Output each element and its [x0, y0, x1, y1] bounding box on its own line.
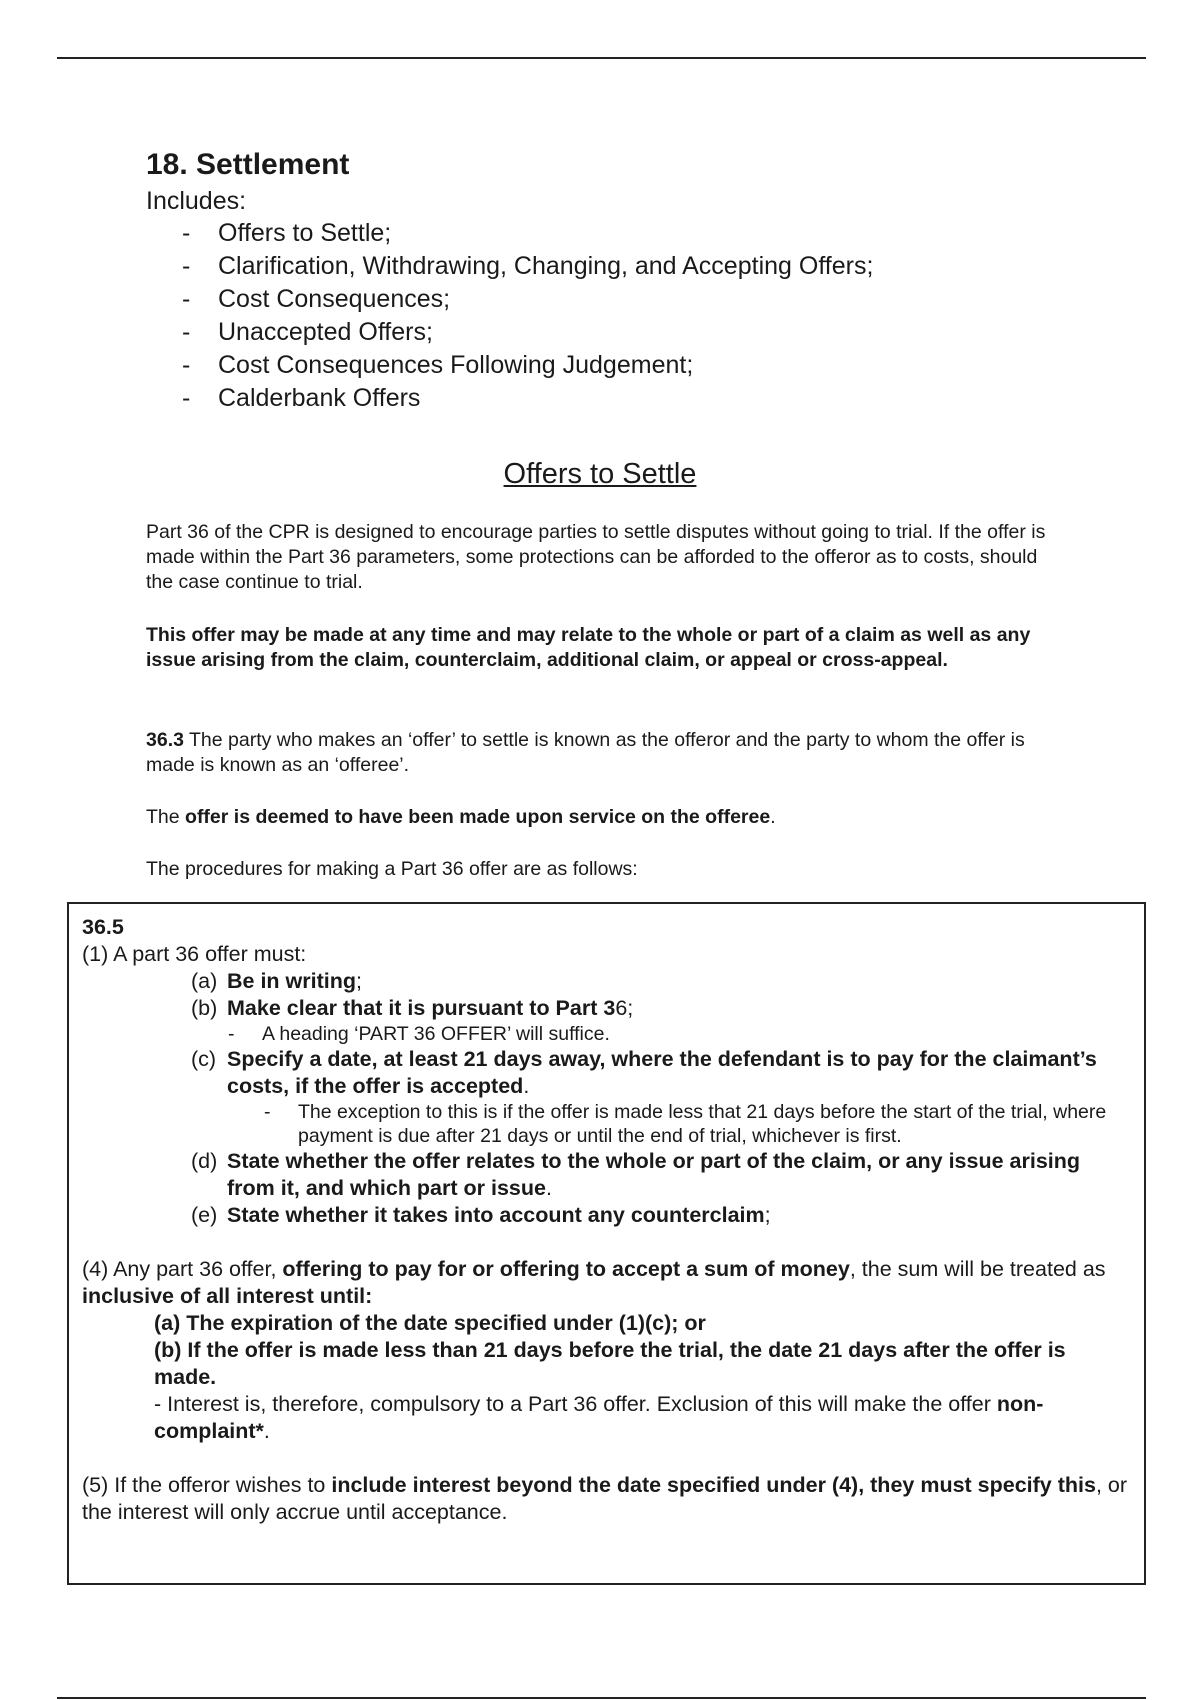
rule-4-note: - Interest is, therefore, compulsory to a Part 36 offer. Exclusion of this will make the offer non-complaint*.: [154, 1392, 1044, 1443]
intro-paragraph: Part 36 of the CPR is designed to encourage parties to settle disputes without going to trial. If the offer is made within the Part 36 parameters, some protections can be afforded to the offeror as to costs, should the case continue to trial.: [146, 521, 1046, 593]
list-item: - Unaccepted Offers;: [182, 318, 433, 346]
rule-1c-note: - The exception to this is if the offer is made less that 21 days before the start of the trial, where payment is due after 21 days or until the end of trial, whichever is first.: [264, 1101, 1107, 1147]
rule-1c: (c) Specify a date, at least 21 days away, where the defendant is to pay for the claimant’s costs, if the offer is accepted.: [191, 1047, 1097, 1098]
list-item: - Cost Consequences Following Judgement;: [182, 351, 694, 379]
section-title: 18. Settlement: [146, 148, 350, 181]
rule-4b: (b) If the offer is made less than 21 days before the trial, the date 21 days after the offer is made.: [154, 1338, 1066, 1389]
includes-list: [146, 217, 1066, 415]
timing-paragraph: This offer may be made at any time and may relate to the whole or part of a claim as well as any issue arising from the claim, counterclaim, additional claim, or appeal or cross-appeal.: [146, 624, 1031, 671]
rule-4a: (a) The expiration of the date specified under (1)(c); or: [154, 1311, 706, 1335]
rule-1: (1) A part 36 offer must:: [82, 942, 307, 966]
bottom-rule: [57, 1697, 1146, 1699]
rule-36-5-box: [67, 902, 1146, 1585]
deemed-paragraph: The offer is deemed to have been made upon service on the offeree.: [146, 806, 776, 828]
rule-36-3-paragraph: 36.3 The party who makes an ‘offer’ to settle is known as the offeror and the party to whom the offer is made is known as an ‘offeree’.: [146, 729, 1025, 776]
list-item: - Calderbank Offers: [182, 384, 421, 412]
rule-1a: (a) Be in writing;: [191, 969, 362, 993]
procedures-paragraph: The procedures for making a Part 36 offer are as follows:: [146, 858, 638, 880]
rule-1b-note: - A heading ‘PART 36 OFFER’ will suffice.: [228, 1023, 610, 1045]
offers-heading: Offers to Settle: [503, 458, 697, 490]
rule-5: (5) If the offeror wishes to include interest beyond the date specified under (4), they must specify this, or the interest will only accrue until acceptance.: [82, 1473, 1128, 1524]
includes-label: Includes:: [146, 187, 247, 215]
list-item: - Offers to Settle;: [182, 219, 392, 247]
rule-1d: (d) State whether the offer relates to the whole or part of the claim, or any issue arising from it, and which part or issue.: [191, 1149, 1081, 1200]
settlement-section: [146, 145, 1066, 415]
list-item: - Cost Consequences;: [182, 285, 451, 313]
rule-1b: (b) Make clear that it is pursuant to Part 36;: [191, 996, 634, 1020]
rule-ref: 36.5: [82, 915, 124, 939]
top-rule: [57, 57, 1146, 59]
rule-4: (4) Any part 36 offer, offering to pay for or offering to accept a sum of money, the sum will be treated as inclusive of all interest until:: [82, 1257, 1106, 1308]
rule-1e: (e) State whether it takes into account any counterclaim;: [191, 1203, 771, 1227]
list-item: - Clarification, Withdrawing, Changing, and Accepting Offers;: [182, 252, 874, 280]
